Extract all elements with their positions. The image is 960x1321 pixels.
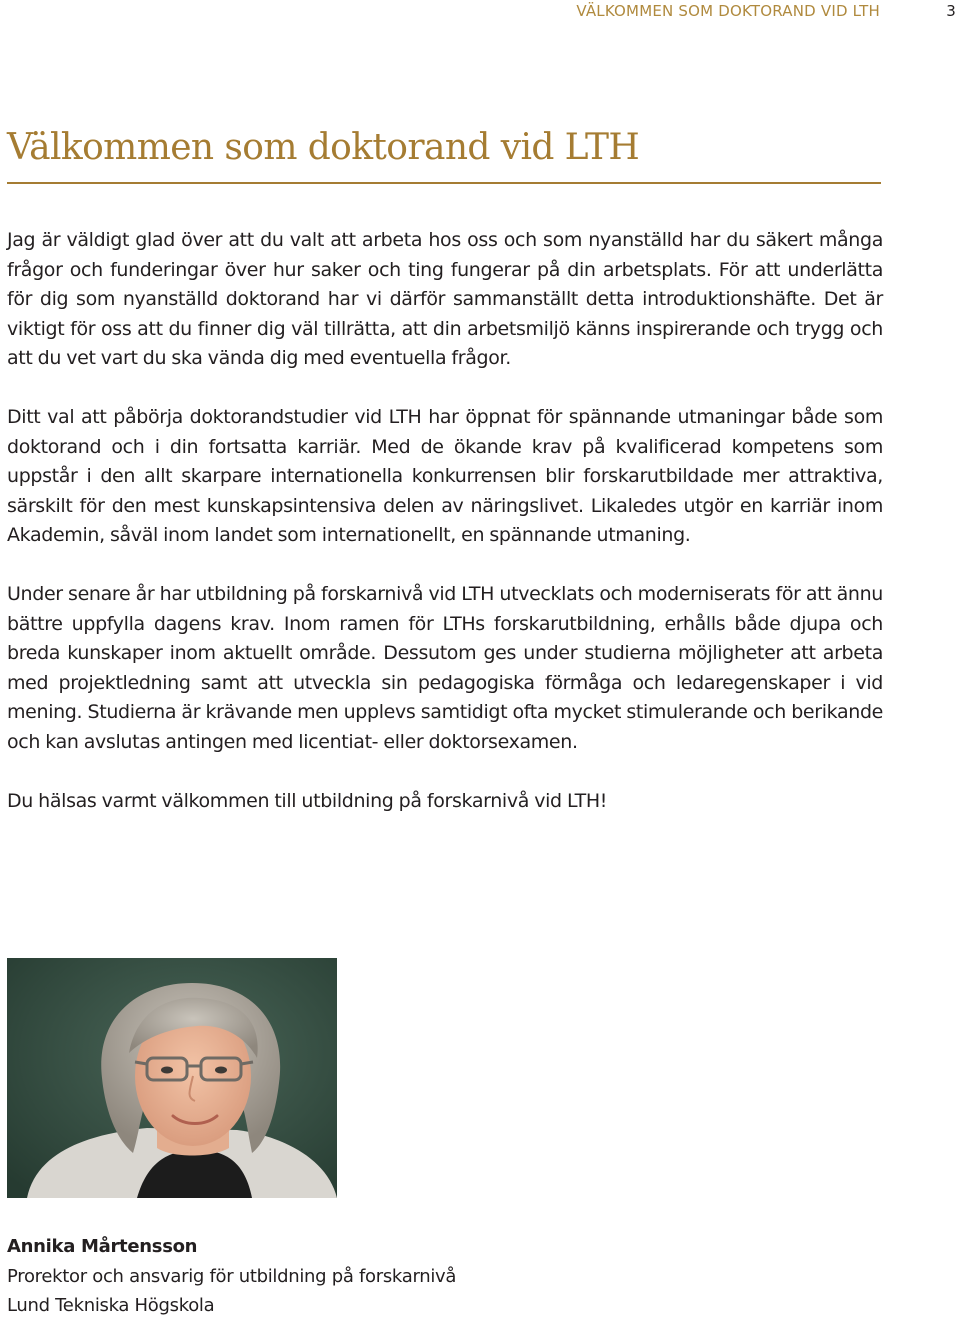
paragraph-1: Jag är väldigt glad över att du valt att arbeta hos oss och som nyanställd har du säkert många frågor och funderingar över hur saker och ting fungerar på din arbetsplats. För att underlätta för dig som nyanställd doktorand har vi därför sammanställt detta introduktionshäfte. Det är viktigt för oss att du finner dig väl tillrätta, att din arbetsmiljö känns inspirerande och trygg och att du vet vart du ska vända dig med eventuella frågor. <box>7 229 883 369</box>
running-header-title: VÄLKOMMEN SOM DOKTORAND VID LTH <box>576 2 880 20</box>
paragraph-2: Ditt val att påbörja doktorandstudier vid LTH har öppnat för spännande utmaningar både som doktorand och i din fortsatta karriär. Med de ökande krav på kvalificerad kompetens som uppstår i den allt skarpare internationella konkurrensen blir forskarutbildade mer attraktiva, särskilt för den mest kunskapsintensiva delen av näringslivet. Likaledes utgör en karriär inom Akademin, såväl inom landet som internationellt, en spännande utmaning. <box>7 406 883 546</box>
paragraph-3: Under senare år har utbildning på forskarnivå vid LTH utvecklats och moderniserats för att ännu bättre uppfylla dagens krav. Inom ramen för LTHs forskarutbildning, erhålls både djupa och breda kunskaper inom aktuellt område. Dessutom ges under studierna möjligheter att arbeta med projektledning samt att utveckla sin pedagogiska förmåga och ledaregenskaper i vid mening. Studierna är krävande men upplevs samtidigt ofta mycket stimulerande och berikande och kan avslutas antingen med licentiat- eller doktorsexamen. <box>7 583 883 753</box>
signatory-role: Prorektor och ansvarig för utbildning på forskarnivå <box>7 1265 457 1287</box>
signatory-organization: Lund Tekniska Högskola <box>7 1295 215 1316</box>
portrait-photo <box>7 958 337 1198</box>
running-header <box>0 0 960 24</box>
page-title: Välkommen som doktorand vid LTH <box>7 127 640 168</box>
title-divider <box>7 182 881 184</box>
page-number: 3 <box>946 2 956 20</box>
signatory-name: Annika Mårtensson <box>7 1236 198 1257</box>
body-text <box>7 226 883 846</box>
signature-block <box>7 1232 456 1321</box>
portrait-illustration <box>7 958 337 1198</box>
paragraph-4: Du hälsas varmt välkommen till utbildning på forskarnivå vid LTH! <box>7 789 608 812</box>
